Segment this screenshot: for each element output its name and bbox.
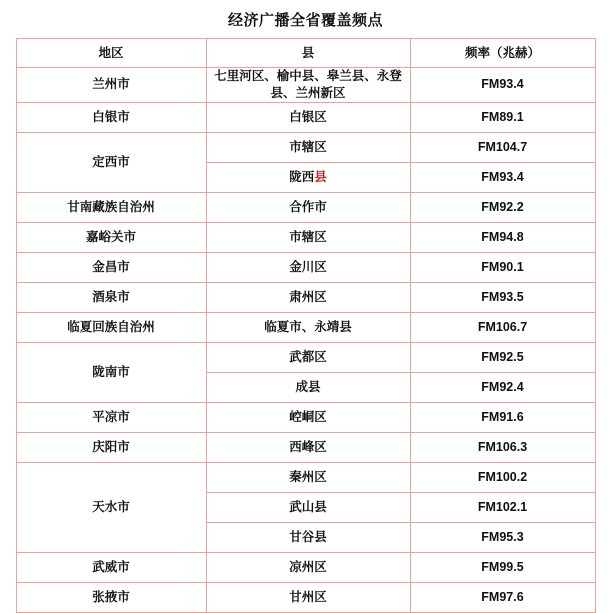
county-text: 临夏市、永靖县 bbox=[264, 319, 352, 334]
cell-county bbox=[206, 342, 410, 372]
cell-region: 酒泉市 bbox=[16, 282, 206, 312]
cell-region: 白银市 bbox=[16, 102, 206, 132]
cell-county bbox=[206, 252, 410, 282]
cell-county bbox=[206, 102, 410, 132]
frequency-table bbox=[16, 38, 596, 613]
cell-frequency: FM97.6 bbox=[410, 582, 595, 612]
cell-region: 张掖市 bbox=[16, 582, 206, 612]
cell-county bbox=[206, 432, 410, 462]
cell-county bbox=[206, 162, 410, 192]
county-text: 崆峒区 bbox=[289, 409, 327, 424]
table-row bbox=[16, 102, 595, 132]
cell-county bbox=[206, 222, 410, 252]
county-text: 武都区 bbox=[289, 349, 327, 364]
cell-frequency: FM104.7 bbox=[410, 132, 595, 162]
county-text: 合作市 bbox=[289, 199, 327, 214]
cell-frequency: FM100.2 bbox=[410, 462, 595, 492]
table-body bbox=[16, 68, 595, 613]
table-row bbox=[16, 222, 595, 252]
county-text: 成县 bbox=[295, 379, 321, 394]
cell-region: 临夏回族自治州 bbox=[16, 312, 206, 342]
cell-region: 定西市 bbox=[16, 132, 206, 192]
cell-region: 嘉峪关市 bbox=[16, 222, 206, 252]
table-row bbox=[16, 552, 595, 582]
county-highlight-char: 县 bbox=[314, 169, 327, 184]
table-row bbox=[16, 402, 595, 432]
table-row bbox=[16, 282, 595, 312]
cell-frequency: FM92.5 bbox=[410, 342, 595, 372]
cell-county bbox=[206, 372, 410, 402]
cell-region: 武威市 bbox=[16, 552, 206, 582]
county-text: 甘谷县 bbox=[289, 529, 327, 544]
table-row bbox=[16, 192, 595, 222]
table-header bbox=[16, 39, 595, 68]
cell-frequency: FM92.2 bbox=[410, 192, 595, 222]
column-header-frequency: 频率（兆赫） bbox=[410, 39, 595, 68]
cell-frequency: FM106.3 bbox=[410, 432, 595, 462]
cell-county bbox=[206, 132, 410, 162]
cell-county bbox=[206, 68, 410, 103]
county-text: 肃州区 bbox=[289, 289, 327, 304]
county-text: 陇西县 bbox=[289, 169, 327, 184]
table-row bbox=[16, 432, 595, 462]
cell-county bbox=[206, 462, 410, 492]
table-row bbox=[16, 132, 595, 162]
cell-county bbox=[206, 402, 410, 432]
table-row bbox=[16, 342, 595, 372]
county-text: 凉州区 bbox=[289, 559, 327, 574]
cell-frequency: FM92.4 bbox=[410, 372, 595, 402]
cell-county bbox=[206, 312, 410, 342]
table-row bbox=[16, 68, 595, 103]
county-text: 秦州区 bbox=[289, 469, 327, 484]
cell-frequency: FM106.7 bbox=[410, 312, 595, 342]
cell-region: 陇南市 bbox=[16, 342, 206, 402]
cell-county bbox=[206, 522, 410, 552]
table-row bbox=[16, 312, 595, 342]
county-text: 西峰区 bbox=[289, 439, 327, 454]
cell-frequency: FM91.6 bbox=[410, 402, 595, 432]
cell-frequency: FM95.3 bbox=[410, 522, 595, 552]
county-text: 市辖区 bbox=[289, 229, 327, 244]
county-text: 金川区 bbox=[289, 259, 327, 274]
cell-frequency: FM93.5 bbox=[410, 282, 595, 312]
cell-frequency: FM89.1 bbox=[410, 102, 595, 132]
table-header-row bbox=[16, 39, 595, 68]
cell-frequency: FM94.8 bbox=[410, 222, 595, 252]
column-header-county: 县 bbox=[206, 39, 410, 68]
cell-county bbox=[206, 282, 410, 312]
county-text: 白银区 bbox=[289, 109, 327, 124]
table-row bbox=[16, 252, 595, 282]
county-text: 七里河区、榆中县、皋兰县、永登县、兰州新区 bbox=[214, 69, 402, 100]
cell-region: 天水市 bbox=[16, 462, 206, 552]
cell-region: 甘南藏族自治州 bbox=[16, 192, 206, 222]
cell-county bbox=[206, 582, 410, 612]
cell-frequency: FM93.4 bbox=[410, 68, 595, 103]
county-text: 市辖区 bbox=[289, 139, 327, 154]
cell-frequency: FM102.1 bbox=[410, 492, 595, 522]
cell-region: 庆阳市 bbox=[16, 432, 206, 462]
column-header-region: 地区 bbox=[16, 39, 206, 68]
page-title: 经济广播全省覆盖频点 bbox=[227, 12, 383, 29]
cell-county bbox=[206, 492, 410, 522]
table-row bbox=[16, 582, 595, 612]
cell-region: 平凉市 bbox=[16, 402, 206, 432]
cell-frequency: FM93.4 bbox=[410, 162, 595, 192]
county-text: 武山县 bbox=[289, 499, 327, 514]
cell-county bbox=[206, 192, 410, 222]
county-text: 甘州区 bbox=[289, 589, 327, 604]
cell-frequency: FM99.5 bbox=[410, 552, 595, 582]
cell-region: 兰州市 bbox=[16, 68, 206, 103]
cell-frequency: FM90.1 bbox=[410, 252, 595, 282]
table-row bbox=[16, 462, 595, 492]
cell-county bbox=[206, 552, 410, 582]
cell-region: 金昌市 bbox=[16, 252, 206, 282]
